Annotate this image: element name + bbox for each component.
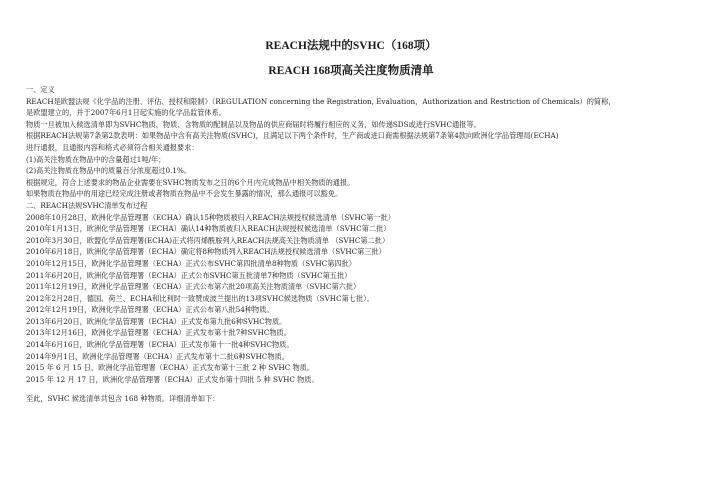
timeline-entry: 2010年6月18日，欧洲化学品管理署（ECHA）确定将8种物质列入REACH法规授权候选清单（SVHC第三批） bbox=[26, 247, 386, 257]
timeline-entry: 2013年6月20日，欧洲化学品管理署（ECHA）正式发布第九批6种SVHC物质。 bbox=[26, 316, 287, 326]
timeline-entry: 2014年9月1日，欧洲化学品管理署（ECHA）正式发布第十二批6种SVHC物质。 bbox=[26, 351, 289, 361]
timeline-entry: 2011年6月20日，欧洲化学品管理署（ECHA）正式公布SVHC第五批清单7种物质（SVHC第五批） bbox=[26, 270, 352, 280]
timeline-entry: 2008年10月28日，欧洲化学品管理署（ECHA）确认15种物质被归入REACH法规授权候选清单（SVHC第一批） bbox=[26, 212, 395, 222]
timeline-entry: 2011年12月19日，欧洲化学品管理署（ECHA）正式公布第六批20项高关注物质清单（SVHC第六批） bbox=[26, 282, 361, 292]
timeline-entry: 2010年1月13日，欧洲化学品管理署（ECHA）确认14种物质被归入REACH法规授权候选清单（SVHC第二批） bbox=[26, 224, 391, 234]
timeline-entry: 2012年2月28日，德国、荷兰、ECHA和比利时一致赞成波兰提出的13项SVHC候选物质（SVHC第七批）。 bbox=[26, 293, 374, 303]
timeline-entry: 2012年12月19日，欧洲化学品管理署（ECHA）正式公布第八批54种物质。 bbox=[26, 305, 274, 315]
timeline-entry: 2014年6月16日，欧洲化学品管理署（ECHA）正式发布第十一批4种SVHC物质。 bbox=[26, 340, 294, 350]
document-subtitle: REACH 168项高关注度物质清单 bbox=[268, 65, 434, 77]
paragraph-line: 是欧盟建立的，并于2007年6月1日起实施的化学品监管体系。 bbox=[26, 108, 226, 118]
paragraph-line: 进行通报，且通报内容和格式必须符合相关通报要求： bbox=[26, 142, 199, 152]
summary-line: 至此，SVHC 候选清单共包含 168 种物质。详细清单如下： bbox=[26, 394, 220, 404]
paragraph-line: 物质一旦被加入候选清单即为SVHC物质，物质、含物质的配制品以及物品的供应商届时将履行相应的义务，如传递SDS或进行SVHC通报等。 bbox=[26, 119, 481, 129]
timeline-entry: 2015 年 12 月 17 日，欧洲化学品管理署（ECHA）正式发布第十四批 5 种 SVHC 物质。 bbox=[26, 374, 319, 384]
section-heading-definition: 一、定义 bbox=[26, 85, 55, 94]
paragraph-line: 根据REACH法规第7条第2款表明：如果物品中含有高关注物质(SVHC)，且满足以下两个条件时，生产商或进口商需根据法规第7条第4款向欧洲化学品管理局(ECHA) bbox=[26, 131, 559, 141]
timeline-entry: 2010年12月15日，欧洲化学品管理署（ECHA）正式公布SVHC第四批清单8种物质（SVHC第四批） bbox=[26, 258, 356, 268]
document-title: REACH法规中的SVHC（168项） bbox=[265, 40, 437, 52]
document-body bbox=[26, 84, 686, 405]
paragraph-line: REACH是欧盟法规《化学品的注册、评估、授权和限制》（REGULATION concerning the Registration, Evaluation，Authorization and Restriction of Chemicals）的简称， bbox=[26, 96, 616, 106]
timeline-entry: 2010年3月30日，欧盟化学品管理署(ECHA)正式将丙烯酰胺列入REACH法规高关注物质清单 （SVHC第二批） bbox=[26, 235, 390, 245]
condition-item: (1)高关注物质在物品中的含量超过1吨/年； bbox=[26, 154, 166, 164]
section-heading-history: 二、REACH法规SVHC清单发布过程 bbox=[26, 200, 148, 210]
paragraph-line: 如果物质在物品中的用途已经完成注册或者物质在物品中不会发生暴露的情况，那么通报可以豁免。 bbox=[26, 189, 343, 199]
paragraph-line: 根据规定，符合上述要求的物品企业需要在SVHC物质发布之日的6个月内完成物品中相关物质的通报。 bbox=[26, 177, 355, 187]
timeline-entry: 2015 年 6 月 15 日，欧洲化学品管理署（ECHA）正式发布第十三批 2 种 SVHC 物质。 bbox=[26, 363, 315, 373]
timeline-entry: 2013年12月16日，欧洲化学品管理署（ECHA）正式发布第十批7种SVHC物质。 bbox=[26, 328, 291, 338]
condition-item: (2)高关注物质在物品中的质量百分浓度超过0.1%。 bbox=[26, 166, 192, 176]
